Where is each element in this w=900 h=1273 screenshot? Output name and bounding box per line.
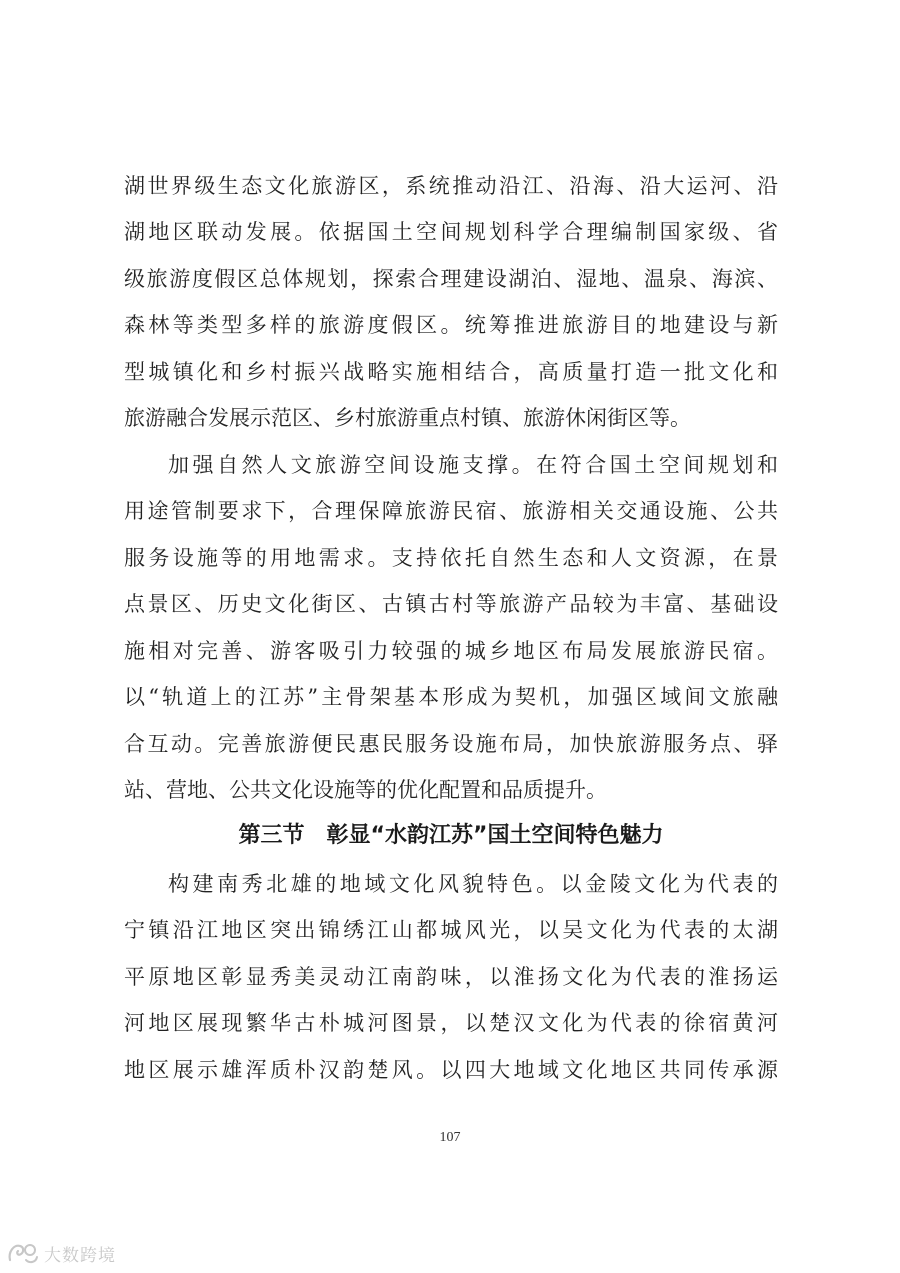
paragraph-2-line-6: 以“轨道上的江苏”主骨架基本形成为契机，加强区域间文旅融	[124, 685, 778, 709]
page-number: 107	[439, 1130, 461, 1145]
paragraph-2-line-8: 站、营地、公共文化设施等的优化配置和品质提升。	[124, 778, 607, 802]
paragraph-3-line-3: 平原地区彰显秀美灵动江南韵味，以淮扬文化为代表的淮扬运	[124, 965, 778, 989]
paragraph-2-line-5: 施相对完善、游客吸引力较强的城乡地区布局发展旅游民宿。	[124, 639, 778, 663]
paragraph-1-line-2: 湖地区联动发展。依据国土空间规划科学合理编制国家级、省	[124, 220, 778, 244]
section-heading: 第三节 彰显“水韵江苏”国土空间特色魅力	[238, 823, 664, 848]
paragraph-1-line-4: 森林等类型多样的旅游度假区。统筹推进旅游目的地建设与新	[124, 313, 778, 337]
paragraph-1-line-6: 旅游融合发展示范区、乡村旅游重点村镇、旅游休闲街区等。	[124, 406, 691, 430]
paragraph-2-line-4: 点景区、历史文化街区、古镇古村等旅游产品较为丰富、基础设	[124, 592, 778, 616]
paragraph-1-line-5: 型城镇化和乡村振兴战略实施相结合，高质量打造一批文化和	[124, 360, 778, 384]
paragraph-2-line-7: 合互动。完善旅游便民惠民服务设施布局，加快旅游服务点、驿	[124, 732, 778, 756]
paragraph-3-line-1: 构建南秀北雄的地域文化风貌特色。以金陵文化为代表的	[168, 872, 778, 896]
brand-logo-icon	[6, 1240, 40, 1266]
paragraph-1-line-3: 级旅游度假区总体规划，探索合理建设湖泊、湿地、温泉、海滨、	[124, 267, 778, 291]
paragraph-2-line-1: 加强自然人文旅游空间设施支撑。在符合国土空间规划和	[168, 453, 778, 477]
watermark-text: 大数跨境	[44, 1245, 116, 1266]
paragraph-2-line-3: 服务设施等的用地需求。支持依托自然生态和人文资源，在景	[124, 546, 778, 570]
paragraph-1-line-1: 湖世界级生态文化旅游区，系统推动沿江、沿海、沿大运河、沿	[124, 174, 778, 198]
watermark	[6, 1238, 146, 1268]
paragraph-3-line-5: 地区展示雄浑质朴汉韵楚风。以四大地域文化地区共同传承源	[124, 1058, 778, 1082]
paragraph-2-line-2: 用途管制要求下，合理保障旅游民宿、旅游相关交通设施、公共	[124, 499, 778, 523]
paragraph-3-line-2: 宁镇沿江地区突出锦绣江山都城风光，以吴文化为代表的太湖	[124, 918, 778, 942]
paragraph-3-line-4: 河地区展现繁华古朴城河图景，以楚汉文化为代表的徐宿黄河	[124, 1011, 778, 1035]
